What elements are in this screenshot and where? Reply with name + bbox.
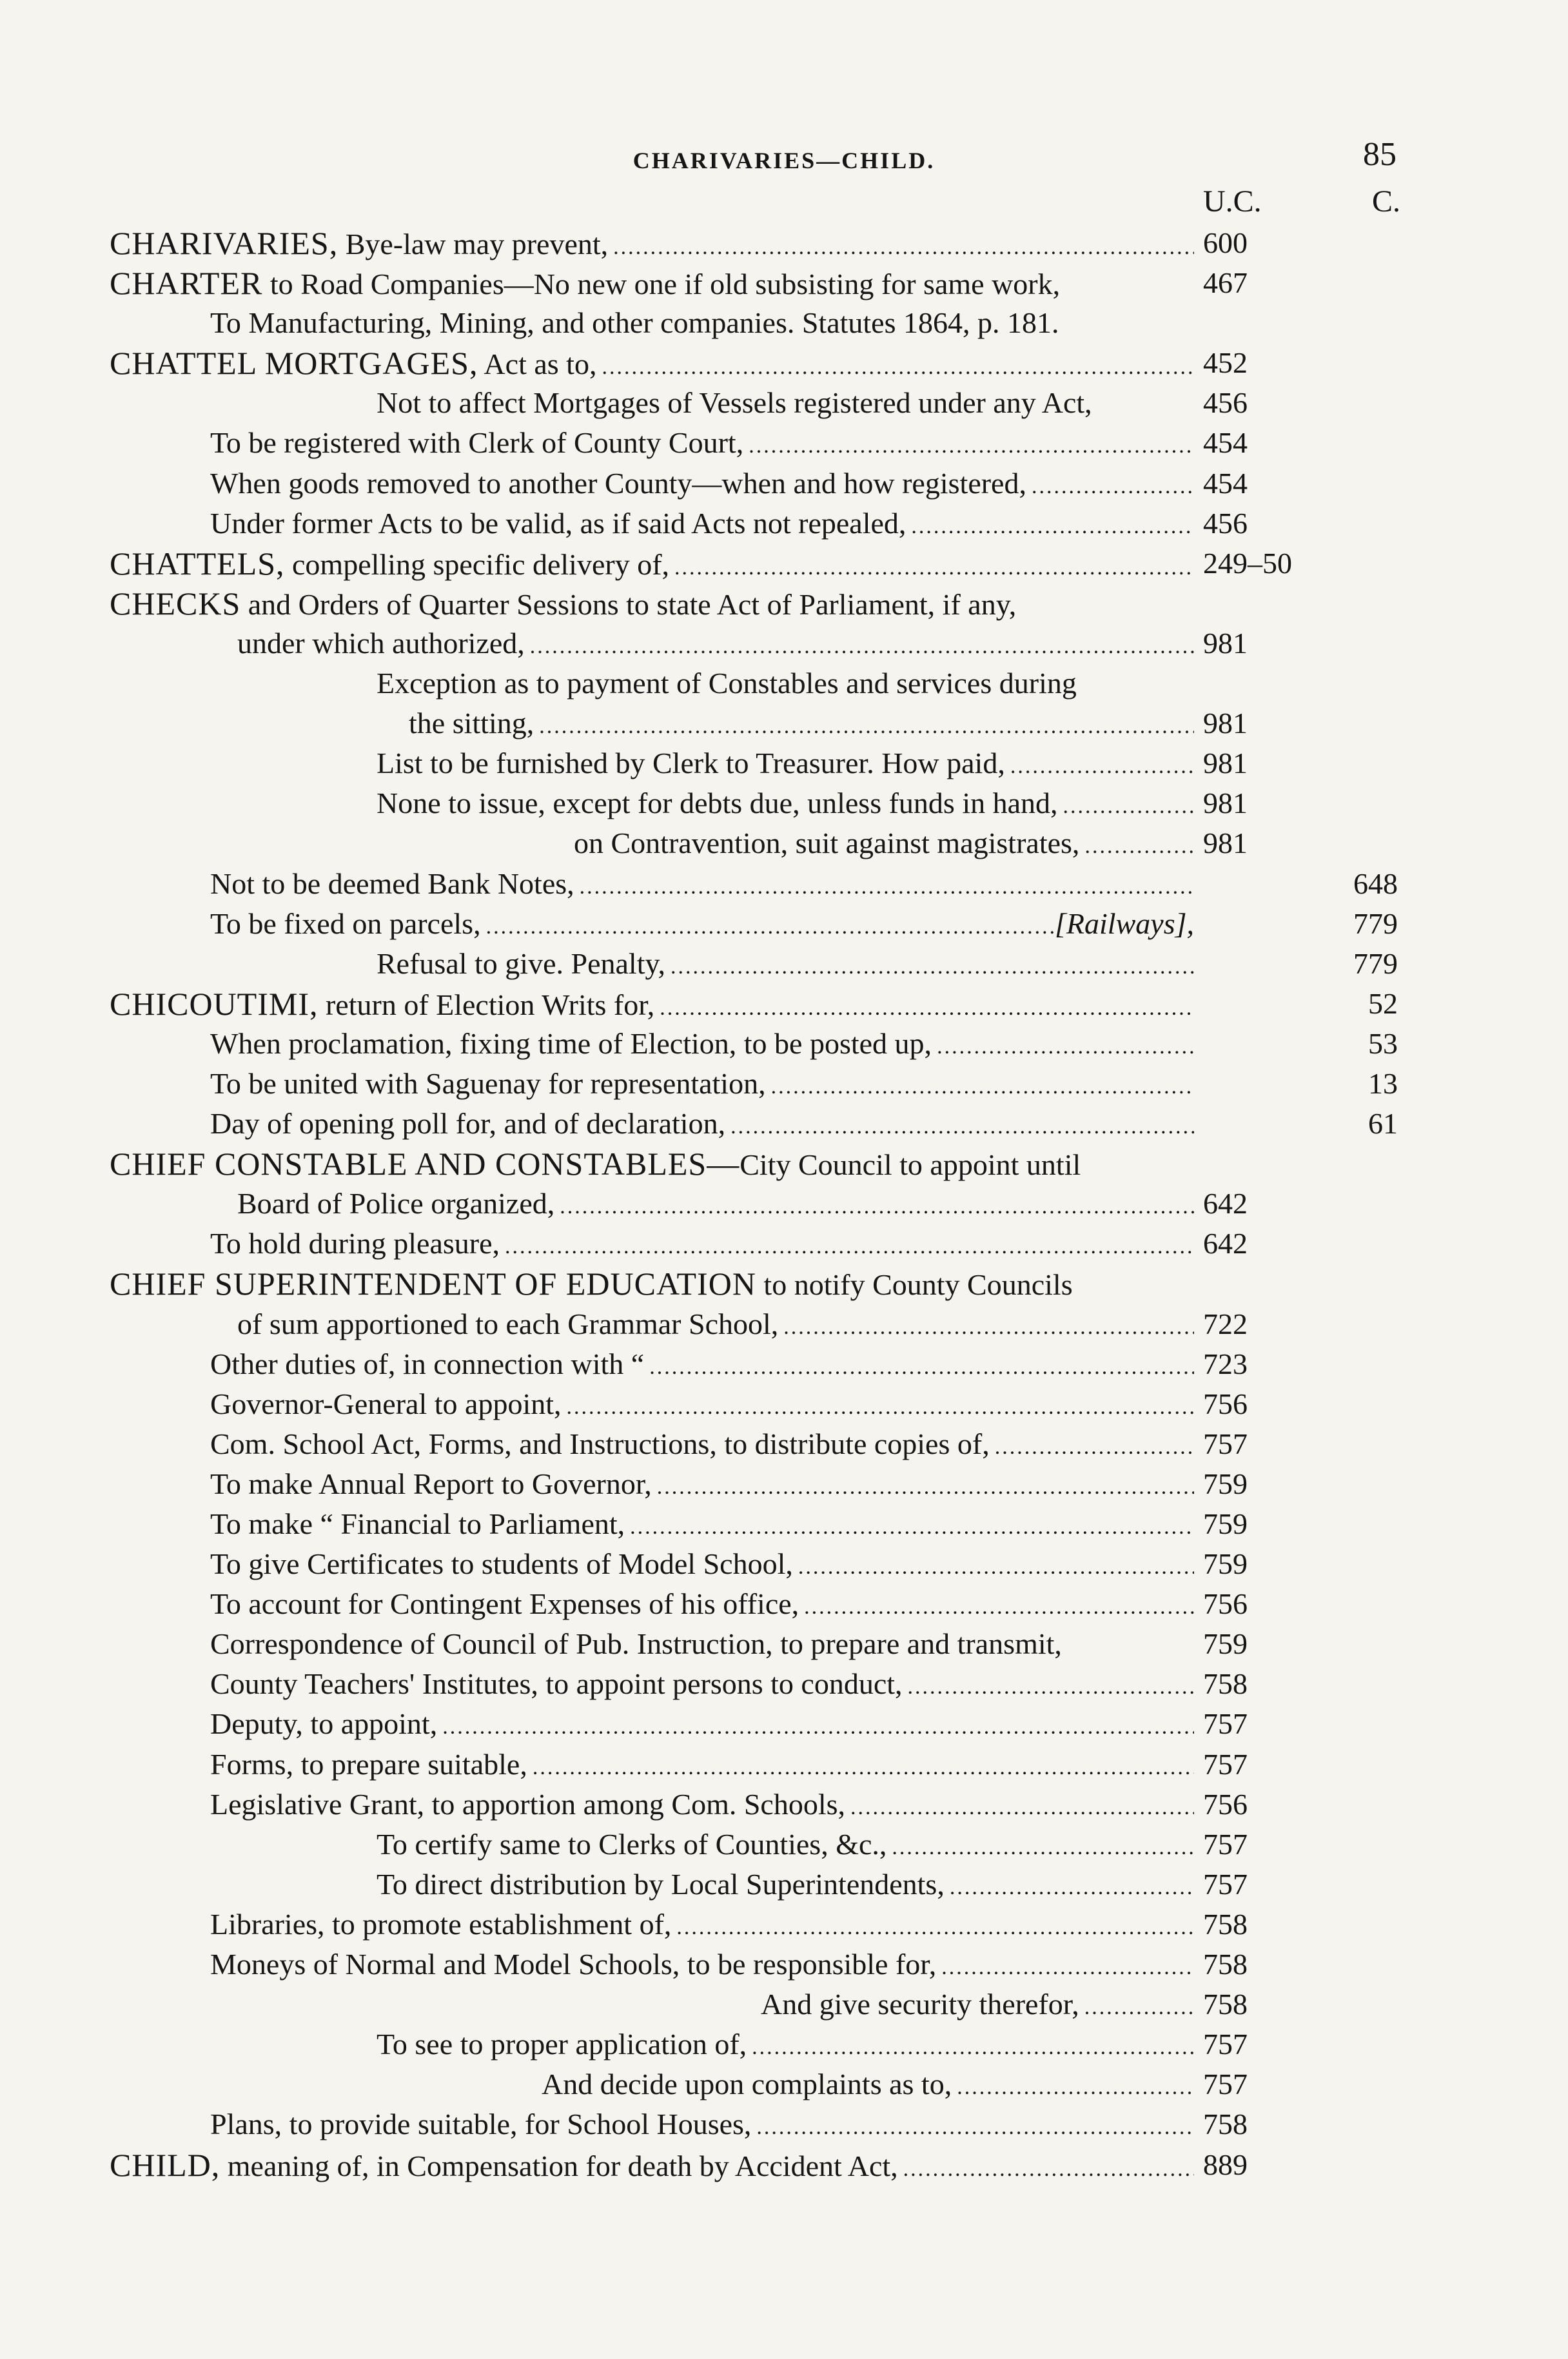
- page-ref-uc: 981: [1203, 787, 1248, 820]
- dot-leader: [649, 1347, 1194, 1387]
- index-entry: [0, 864, 1568, 904]
- entry-heading: CHATTEL MORTGAGES,: [110, 345, 478, 382]
- page-ref-uc: 757: [1203, 1867, 1248, 1901]
- dot-leader: [730, 1107, 1194, 1147]
- dot-leader: [783, 1307, 1194, 1347]
- entry-text: [210, 1424, 1194, 1467]
- entry-description: Libraries, to promote establishment of,: [210, 1907, 672, 1941]
- entry-text: [210, 1745, 1194, 1788]
- entry-text: [377, 383, 1194, 423]
- entry-text: [377, 1825, 1194, 1868]
- entry-text: [237, 1304, 1194, 1347]
- index-entry: [0, 1624, 1568, 1664]
- entry-description: And decide upon complaints as to,: [542, 2068, 952, 2101]
- dot-leader: [671, 947, 1194, 987]
- index-entry: [0, 1785, 1568, 1825]
- entry-text: [210, 1944, 1194, 1988]
- entry-text: [210, 1584, 1194, 1627]
- page-ref-uc: 456: [1203, 386, 1248, 420]
- index-entry: [0, 1464, 1568, 1504]
- index-entry: [0, 623, 1568, 663]
- dot-leader: [804, 1587, 1194, 1627]
- index-entry: [0, 1264, 1568, 1304]
- page-ref-uc: 757: [1203, 1707, 1248, 1741]
- entry-text: [110, 343, 1194, 387]
- index-entry: [0, 1704, 1568, 1744]
- dot-leader: [749, 426, 1194, 466]
- index-entry: [0, 504, 1568, 543]
- index-entry: [0, 1504, 1568, 1544]
- page-ref-uc: 756: [1203, 1587, 1248, 1621]
- entry-description: Refusal to give. Penalty,: [377, 946, 665, 980]
- entry-description: return of Election Writs for,: [318, 988, 655, 1021]
- dot-leader: [908, 1667, 1194, 1707]
- entry-description: List to be furnished by Clerk to Treasurer. How paid,: [377, 747, 1005, 780]
- index-entry: [0, 823, 1568, 863]
- page-ref-uc: 758: [1203, 1907, 1248, 1941]
- index-entry: [0, 1144, 1568, 1184]
- entry-description: To make Annual Report to Governor,: [210, 1467, 652, 1500]
- page-ref-uc: 756: [1203, 1387, 1248, 1420]
- entry-description: compelling specific delivery of,: [284, 547, 670, 581]
- dot-leader: [613, 228, 1194, 268]
- dot-leader: [892, 1828, 1194, 1868]
- dot-leader: [442, 1707, 1194, 1747]
- page-ref-uc: 452: [1203, 346, 1248, 380]
- entry-text: [574, 823, 1194, 866]
- entry-text: [210, 904, 1194, 947]
- index-entry: [0, 984, 1568, 1024]
- index-entry: [0, 543, 1568, 583]
- page-ref-uc: 456: [1203, 506, 1248, 540]
- index-entry: [0, 583, 1568, 623]
- dot-leader: [911, 507, 1194, 547]
- entry-text: [210, 1904, 1194, 1948]
- entry-text: [110, 583, 1194, 625]
- entry-description: To be united with Saguenay for representation,: [210, 1066, 766, 1100]
- page-ref-uc: 758: [1203, 2108, 1248, 2141]
- entry-text: [110, 984, 1194, 1028]
- entry-heading: CHATTELS,: [110, 545, 285, 582]
- entry-text: [210, 1704, 1194, 1747]
- dot-leader: [602, 347, 1194, 387]
- entry-text: [210, 464, 1194, 507]
- page-ref-uc: 759: [1203, 1627, 1248, 1661]
- entry-description: To give Certificates to students of Model School,: [210, 1547, 793, 1581]
- dot-leader: [533, 1748, 1194, 1788]
- index-entry: [0, 2145, 1568, 2185]
- entry-text: [210, 1344, 1194, 1387]
- page-ref-uc: 758: [1203, 1948, 1248, 1981]
- dot-leader: [771, 1067, 1194, 1107]
- index-entry: [0, 904, 1568, 944]
- dot-leader: [657, 1467, 1194, 1507]
- entry-description: on Contravention, suit against magistrates,: [574, 827, 1080, 860]
- entry-description: County Teachers' Institutes, to appoint persons to conduct,: [210, 1667, 903, 1701]
- dot-leader: [950, 1868, 1194, 1908]
- entry-description: To be registered with Clerk of County Court,: [210, 426, 744, 460]
- page-ref-c: 53: [1368, 1026, 1398, 1060]
- entry-text: [210, 1224, 1194, 1267]
- page-ref-uc: 758: [1203, 1988, 1248, 2021]
- index-entry: [0, 223, 1568, 263]
- entry-description: Plans, to provide suitable, for School Houses,: [210, 2108, 752, 2141]
- entry-description: Legislative Grant, to apportion among Com. Schools,: [210, 1787, 846, 1821]
- dot-leader: [1063, 787, 1194, 827]
- dot-leader: [660, 988, 1194, 1028]
- dot-leader: [530, 627, 1194, 667]
- entry-text: [210, 1544, 1194, 1587]
- column-header-c: C.: [1372, 184, 1401, 219]
- entry-text: [210, 2104, 1194, 2148]
- entry-text: [210, 864, 1194, 907]
- dot-leader: [937, 1027, 1194, 1067]
- entry-description: None to issue, except for debts due, unless funds in hand,: [377, 787, 1058, 820]
- dot-leader: [630, 1507, 1194, 1547]
- index-entry: [0, 464, 1568, 504]
- dot-leader: [505, 1227, 1194, 1267]
- page-ref-uc: 757: [1203, 1827, 1248, 1861]
- entry-heading: CHARIVARIES,: [110, 225, 338, 261]
- entry-text: [210, 1785, 1194, 1828]
- dot-leader: [798, 1547, 1194, 1587]
- entry-text: [237, 1184, 1194, 1227]
- index-entry: [0, 303, 1568, 343]
- page-ref-uc: 981: [1203, 747, 1248, 780]
- entry-text: [210, 1104, 1194, 1147]
- entry-text: [210, 1504, 1194, 1547]
- entry-text: [210, 1024, 1194, 1067]
- entry-description: Governor-General to appoint,: [210, 1387, 562, 1420]
- entry-text: [377, 783, 1194, 827]
- index-entry: [0, 1984, 1568, 2024]
- page-ref-c: 61: [1368, 1107, 1398, 1140]
- entry-description: Act as to,: [478, 347, 597, 381]
- entry-text: [409, 703, 1194, 747]
- entry-text: [110, 223, 1194, 268]
- index-entry: [0, 1064, 1568, 1104]
- entry-description: To see to proper application of,: [377, 2028, 747, 2061]
- entry-description: To make “ Financial to Parliament,: [210, 1507, 625, 1540]
- index-entry: [0, 663, 1568, 703]
- index-entry: [0, 2104, 1568, 2144]
- page-ref-uc: 642: [1203, 1227, 1248, 1260]
- entry-description: To hold during pleasure,: [210, 1227, 500, 1260]
- index-entry: [0, 1544, 1568, 1584]
- entry-description: Other duties of, in connection with “: [210, 1347, 645, 1380]
- index-entry: [0, 383, 1568, 423]
- entry-text: [110, 263, 1194, 304]
- page-ref-uc: 756: [1203, 1787, 1248, 1821]
- index-entry: [0, 2024, 1568, 2064]
- page-ref-uc: 759: [1203, 1467, 1248, 1500]
- index-entry: [0, 1865, 1568, 1904]
- dot-leader: [567, 1387, 1195, 1427]
- entry-text: [377, 2024, 1194, 2068]
- entry-text: [210, 303, 1194, 343]
- index-entry: [0, 2064, 1568, 2104]
- page-ref-uc: 467: [1203, 266, 1248, 300]
- index-entry: [0, 1944, 1568, 1984]
- index-entry: [0, 1825, 1568, 1865]
- entry-text: [377, 743, 1194, 787]
- entry-description: Exception as to payment of Constables and services during: [377, 667, 1077, 700]
- entry-text: [210, 1064, 1194, 1107]
- dot-leader: [995, 1427, 1194, 1467]
- entry-description: Not to be deemed Bank Notes,: [210, 866, 574, 900]
- page-ref-uc: 981: [1203, 707, 1248, 740]
- index-entry: [0, 1584, 1568, 1624]
- entry-text: [110, 1264, 1194, 1305]
- page-ref-uc: 642: [1203, 1187, 1248, 1220]
- page-ref-c: 52: [1368, 986, 1398, 1020]
- dot-leader: [850, 1788, 1194, 1828]
- entry-text: [110, 2145, 1194, 2189]
- page-ref-uc: 249–50: [1203, 546, 1292, 580]
- index-entry: [0, 343, 1568, 383]
- entry-heading: CHARTER: [110, 265, 263, 302]
- entry-text: [377, 944, 1194, 987]
- entry-text: [377, 663, 1194, 703]
- entry-text: [210, 1664, 1194, 1707]
- page-ref-uc: 758: [1203, 1667, 1248, 1701]
- index-entry: [0, 1384, 1568, 1424]
- page-ref-uc: 722: [1203, 1307, 1248, 1340]
- dot-leader: [560, 1187, 1194, 1227]
- dot-leader: [676, 1908, 1194, 1948]
- entry-description: to Road Companies—No new one if old subsisting for same work,: [262, 268, 1061, 301]
- index-entry: [0, 1104, 1568, 1144]
- column-header-uc: U.C.: [1203, 184, 1262, 219]
- entry-text: [237, 623, 1194, 667]
- dot-leader: [957, 2068, 1194, 2108]
- entry-description: Com. School Act, Forms, and Instructions, to distribute copies of,: [210, 1427, 990, 1460]
- entry-description: To certify same to Clerks of Counties, &c.,: [377, 1827, 887, 1861]
- entry-description: When proclamation, fixing time of Election, to be posted up,: [210, 1026, 932, 1060]
- entry-description: To be fixed on parcels,: [210, 906, 481, 940]
- page-ref-uc: 454: [1203, 466, 1248, 500]
- entry-description: Not to affect Mortgages of Vessels registered under any Act,: [377, 386, 1092, 420]
- entry-text: [110, 1144, 1194, 1185]
- index-entry: [0, 944, 1568, 984]
- entry-heading: CHICOUTIMI,: [110, 985, 318, 1022]
- dot-leader: [752, 2028, 1194, 2068]
- page-ref-c: 13: [1368, 1066, 1398, 1100]
- entry-description: of sum apportioned to each Grammar School,: [237, 1307, 779, 1340]
- page-ref-uc: 757: [1203, 1427, 1248, 1460]
- entry-description: to notify County Councils: [756, 1268, 1073, 1302]
- index-entry: [0, 783, 1568, 823]
- entry-description: and Orders of Quarter Sessions to state Act of Parliament, if any,: [240, 587, 1017, 621]
- entry-description: City Council to appoint until: [740, 1148, 1081, 1182]
- entry-description: Correspondence of Council of Pub. Instruction, to prepare and transmit,: [210, 1627, 1062, 1661]
- entry-description: Day of opening poll for, and of declaration,: [210, 1107, 726, 1140]
- page-ref-uc: 757: [1203, 2068, 1248, 2101]
- page-ref-uc: 981: [1203, 827, 1248, 860]
- dot-leader: [1084, 1988, 1194, 2028]
- entry-description: Moneys of Normal and Model Schools, to be responsible for,: [210, 1948, 937, 1981]
- index-entry: [0, 1745, 1568, 1785]
- index-entry: [0, 1184, 1568, 1224]
- entry-heading: CHILD,: [110, 2146, 220, 2183]
- index-entry: [0, 1904, 1568, 1944]
- entry-text: [210, 1464, 1194, 1507]
- running-head: CHARIVARIES—CHILD.: [632, 148, 936, 173]
- page-ref-c: 648: [1353, 866, 1398, 900]
- entry-description: To account for Contingent Expenses of his office,: [210, 1587, 799, 1621]
- entry-text: [110, 543, 1194, 588]
- entry-text: [210, 504, 1194, 547]
- entry-cross-reference: [Railways],: [1055, 906, 1194, 940]
- index-entry: [0, 1424, 1568, 1464]
- page-ref-uc: 600: [1203, 226, 1248, 259]
- entry-text: [210, 1384, 1194, 1427]
- page-ref-c: 779: [1353, 946, 1398, 980]
- index-entry: [0, 1224, 1568, 1264]
- dot-leader: [1032, 467, 1194, 507]
- entry-heading: CHIEF SUPERINTENDENT OF EDUCATION: [110, 1266, 756, 1302]
- dot-leader: [1010, 747, 1194, 787]
- page-ref-uc: 889: [1203, 2148, 1248, 2181]
- entry-text: [210, 1624, 1194, 1664]
- index-entry: [0, 1304, 1568, 1344]
- page-ref-uc: 757: [1203, 1747, 1248, 1781]
- entry-description: To Manufacturing, Mining, and other companies. Statutes 1864, p. 181.: [210, 306, 1059, 340]
- dot-leader: [756, 2108, 1194, 2148]
- entry-heading: CHIEF CONSTABLE AND CONSTABLES—: [110, 1146, 740, 1182]
- page-ref-uc: 454: [1203, 426, 1248, 460]
- dot-leader: [903, 2149, 1194, 2189]
- dot-leader: [941, 1948, 1194, 1988]
- entry-description: Forms, to prepare suitable,: [210, 1747, 527, 1781]
- entry-text: [761, 1984, 1194, 2028]
- entry-description: under which authorized,: [237, 626, 525, 660]
- index-entry: [0, 1664, 1568, 1704]
- entry-description: meaning of, in Compensation for death by Accident Act,: [220, 2149, 898, 2182]
- index-entry: [0, 1024, 1568, 1064]
- entry-description: When goods removed to another County—when and how registered,: [210, 466, 1026, 500]
- entry-text: [542, 2064, 1194, 2108]
- dot-leader: [539, 707, 1194, 747]
- index-entry: [0, 423, 1568, 463]
- entry-description: Board of Police organized,: [237, 1187, 555, 1220]
- entry-description: To direct distribution by Local Superintendents,: [377, 1867, 945, 1901]
- index-entry: [0, 263, 1568, 303]
- index-entry: [0, 703, 1568, 743]
- entry-description: Bye-law may prevent,: [338, 228, 609, 260]
- index-entries: [0, 223, 1568, 2185]
- index-entry: [0, 1344, 1568, 1384]
- index-entry: [0, 743, 1568, 783]
- page-number: 85: [1363, 136, 1396, 173]
- page-ref-uc: 757: [1203, 2028, 1248, 2061]
- dot-leader: [674, 548, 1194, 588]
- page-ref-uc: 723: [1203, 1347, 1248, 1380]
- page-ref-c: 779: [1353, 906, 1398, 940]
- dot-leader: [580, 867, 1194, 907]
- entry-description: Deputy, to appoint,: [210, 1707, 438, 1741]
- entry-text: [377, 1865, 1194, 1908]
- entry-description: Under former Acts to be valid, as if said Acts not repealed,: [210, 506, 906, 540]
- dot-leader: [486, 907, 1055, 947]
- entry-description: the sitting,: [409, 707, 534, 740]
- dot-leader: [1084, 827, 1194, 866]
- page-ref-uc: 981: [1203, 626, 1248, 660]
- entry-description: And give security therefor,: [761, 1988, 1079, 2021]
- entry-heading: CHECKS: [110, 585, 241, 622]
- page-ref-uc: 759: [1203, 1547, 1248, 1581]
- page-ref-uc: 759: [1203, 1507, 1248, 1540]
- entry-text: [210, 423, 1194, 466]
